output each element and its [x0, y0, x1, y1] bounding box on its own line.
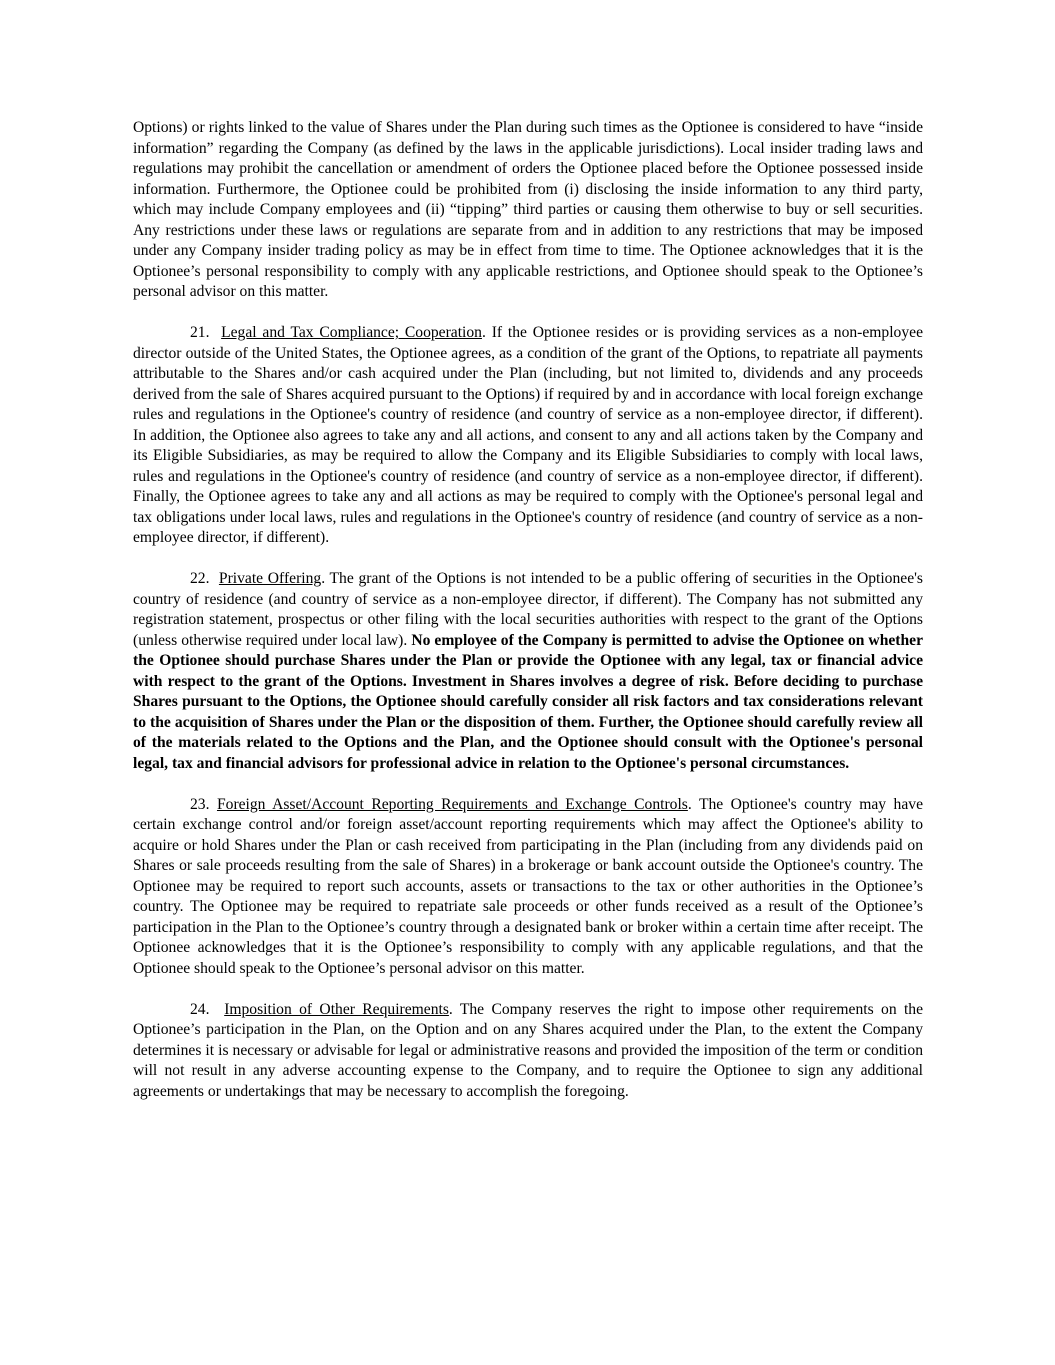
section-22 [133, 569, 923, 774]
section-24 [133, 1000, 923, 1103]
section-heading: Foreign Asset/Account Reporting Requirements and Exchange Controls [216, 795, 688, 813]
section-heading: Imposition of Other Requirements [224, 1000, 449, 1018]
section-text: . If the Optionee resides or is providing services as a non-employee director outside of the United States, the Optionee agrees, as a condition of the grant of the Options, to repatriate all payments attributable to the Shares and/or cash acquired under the Plan (including, but not limited to, dividends and any proceeds derived from the sale of Shares acquired pursuant to the Options) if required by and in accordance with local foreign exchange rules and regulations in the Optionee's country of residence (and country of service as a non-employee director, if different). In addition, the Optionee also agrees to take any and all actions, and consent to any and all actions taken by the Company and its Eligible Subsidiaries, as may be required to allow the Company and its Eligible Subsidiaries to comply with local laws, rules and regulations in the Optionee's country of residence (and country of service as a non-employee director, if different). Finally, the Optionee agrees to take any and all actions as may be required to comply with the Optionee's personal legal and tax obligations under local laws, rules and regulations in the Optionee's country of residence (and country of service as a non-employee director, if different). [133, 324, 923, 546]
section-number: 24. [190, 1000, 210, 1018]
section-23 [133, 795, 923, 980]
section-number: 22. [190, 570, 210, 587]
section-bold-warning: No employee of the Company is permitted to advise the Optionee on whether the Optionee should purchase Shares under the Plan or provide the Optionee with any legal, tax or financial advice with respect to the grant of the Options. Investment in Shares involves a degree of risk. Before deciding to purchase Shares pursuant to the Options, the Optionee should carefully consider all risk factors and tax considerations relevant to the acquisition of Shares under the Plan or the disposition of them. Further, the Optionee should carefully review all of the materials related to the Options and the Plan, and the Optionee should consult with the Optionee's personal legal, tax and financial advisors for professional advice in relation to the Optionee's personal circumstances. [133, 631, 923, 772]
document-page [133, 118, 923, 1123]
section-heading: Private Offering [218, 570, 322, 587]
section-number: 21. [190, 324, 210, 341]
section-text: . The grant of the Options is not intended to be a public offering of securities in the Optionee's country of residence (and country of service as a non-employee director, if different). The Company has not submitted any registration statement, prospectus or other filing with the local securities authorities with respect to the grant of the Options (unless otherwise required under local law). [133, 570, 923, 649]
section-text: . The Company reserves the right to impose other requirements on the Optionee’s participation in the Plan, on the Option and on any Shares acquired under the Plan, to the extent the Company determines it is necessary or advisable for legal or administrative reasons and provided the imposition of the term or condition will not result in any adverse accounting expense to the Company, and to require the Optionee to sign any additional agreements or undertakings that may be necessary to accomplish the foregoing. [133, 1000, 924, 1100]
paragraph-continuation [133, 118, 923, 303]
section-21 [133, 323, 923, 549]
section-heading: Legal and Tax Compliance; Cooperation [221, 324, 482, 341]
paragraph-text: Options) or rights linked to the value of Shares under the Plan during such times as the Optionee is considered to have “inside information” regarding the Company (as defined by the laws in the applicable jurisdictions). Local insider trading laws and regulations may prohibit the cancellation or amendment of orders the Optionee placed before the Optionee possessed inside information. Furthermore, the Optionee could be prohibited from (i) disclosing the inside information to any third party, which may include Company employees and (ii) “tipping” third parties or causing them otherwise to buy or sell securities. Any restrictions under these laws or regulations are separate from and in addition to any restrictions that may be imposed under any Company insider trading policy as may be in effect from time to time. The Optionee acknowledges that it is the Optionee’s personal responsibility to comply with any applicable restrictions, and Optionee should speak to the Optionee’s personal advisor on this matter. [133, 119, 923, 300]
section-number: 23. [190, 795, 210, 813]
section-text: . The Optionee's country may have certain exchange control and/or foreign asset/account reporting requirements which may affect the Optionee's ability to acquire or hold Shares under the Plan or cash received from participating in the Plan (including from any dividends paid on Shares or sale proceeds resulting from the sale of Shares) in a brokerage or bank account outside the Optionee's country. The Optionee may be required to report such accounts, assets or transactions to the tax or other authorities in the Optionee’s country. The Optionee may be required to repatriate sale proceeds or other funds received as a result of the Optionee’s participation in the Plan to the Optionee’s country through a designated bank or broker within a certain time after receipt. The Optionee acknowledges that it is the Optionee’s responsibility to comply with any applicable regulations, and that the Optionee should speak to the Optionee’s personal advisor on this matter. [133, 795, 923, 977]
